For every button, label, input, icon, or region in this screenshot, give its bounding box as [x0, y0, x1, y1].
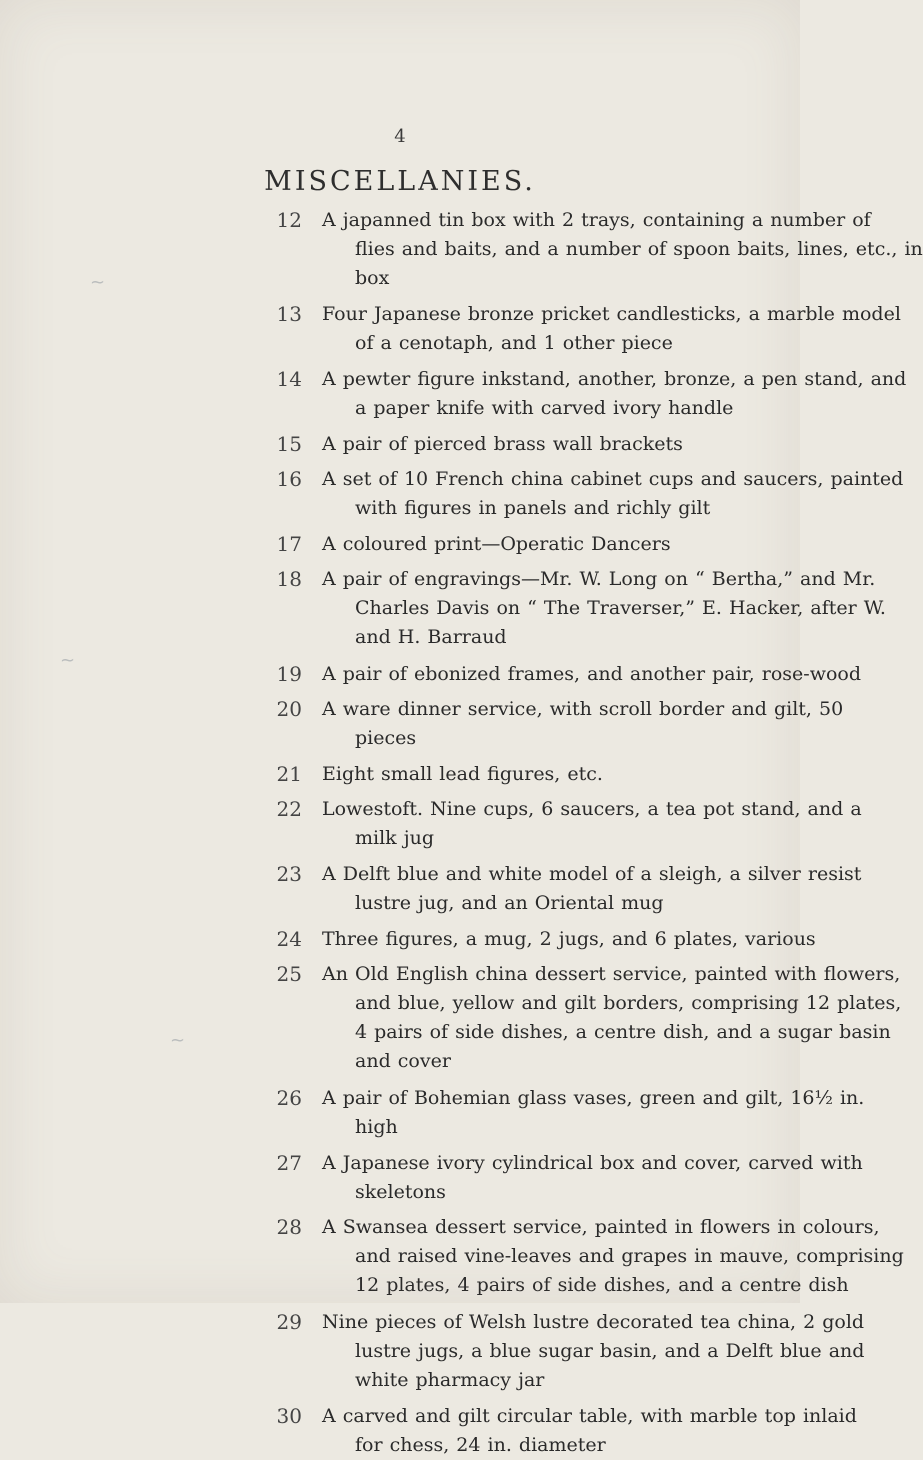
description-line: and H. Barraud	[355, 626, 507, 649]
description-line: Four Japanese bronze pricket candlesticks, a marble model	[322, 303, 901, 326]
lot-description	[322, 695, 844, 753]
lot-description	[322, 925, 816, 954]
lot-number: 29	[276, 1309, 302, 1334]
lot-number: 24	[276, 926, 302, 951]
lot-number: 18	[276, 567, 302, 592]
description-line: with figures in panels and richly gilt	[355, 497, 711, 520]
lot-number: 20	[276, 697, 302, 721]
page-number: 4	[394, 126, 406, 147]
lot-description	[322, 795, 862, 853]
description-line: and cover	[355, 1050, 451, 1073]
description-line: A pair of Bohemian glass vases, green and gilt, 16½ in.	[322, 1086, 865, 1109]
lot-description	[322, 660, 861, 689]
description-line: Nine pieces of Welsh lustre decorated tea china, 2 gold	[322, 1310, 865, 1333]
description-line: An Old English china dessert service, painted with flowers,	[322, 963, 901, 986]
description-line: pieces	[355, 727, 417, 749]
description-line: and blue, yellow and gilt borders, comprising 12 plates,	[355, 992, 902, 1015]
lot-number: 28	[276, 1215, 302, 1240]
lot-description	[322, 1149, 863, 1207]
lot-number: 17	[276, 532, 302, 556]
lot-number: 16	[276, 467, 302, 492]
lot-number: 27	[276, 1150, 302, 1175]
lot-description	[322, 1402, 857, 1460]
description-line: A pair of engravings—Mr. W. Long on “ Bertha,” and Mr.	[322, 568, 876, 591]
lot-number: 13	[276, 302, 302, 327]
description-line: milk jug	[355, 827, 435, 850]
description-line: A Swansea dessert service, painted in flowers in colours,	[322, 1216, 880, 1239]
lot-description	[322, 565, 886, 652]
description-line: a paper knife with carved ivory handle	[355, 397, 734, 419]
lot-description	[322, 365, 907, 423]
description-line: A Japanese ivory cylindrical box and cover, carved with	[322, 1151, 863, 1174]
description-line: Charles Davis on “ The Traverser,” E. Hacker, after W.	[355, 597, 886, 620]
lot-number: 30	[276, 1403, 302, 1428]
lot-description	[322, 1213, 904, 1300]
description-line: A japanned tin box with 2 trays, containing a number of	[322, 209, 871, 231]
description-line: box	[355, 267, 390, 289]
description-line: Three figures, a mug, 2 jugs, and 6 plates, various	[322, 927, 816, 950]
description-line: of a cenotaph, and 1 other piece	[355, 332, 673, 355]
description-line: lustre jug, and an Oriental mug	[355, 892, 664, 914]
lot-number: 14	[276, 367, 302, 391]
description-line: and raised vine-leaves and grapes in mauve, comprising	[355, 1245, 904, 1268]
description-line: A pair of pierced brass wall brackets	[322, 432, 683, 455]
description-line: skeletons	[355, 1180, 446, 1203]
description-line: Eight small lead figures, etc.	[322, 762, 603, 785]
lot-number: 25	[276, 962, 302, 987]
lot-description	[322, 300, 901, 358]
section-title: MISCELLANIES.	[264, 166, 536, 197]
description-line: white pharmacy jar	[355, 1368, 545, 1391]
pencil-mark: ~	[90, 272, 106, 293]
lot-number: 23	[276, 862, 302, 886]
lot-description	[322, 206, 923, 293]
description-line: Lowestoft. Nine cups, 6 saucers, a tea pot stand, and a	[322, 798, 862, 821]
lot-number: 19	[276, 661, 302, 686]
lot-number: 12	[276, 208, 302, 232]
description-line: flies and baits, and a number of spoon baits, lines, etc., in	[355, 238, 923, 260]
description-line: 12 plates, 4 pairs of side dishes, and a centre dish	[355, 1274, 849, 1297]
lot-description	[322, 465, 904, 523]
lot-description	[322, 530, 770, 559]
description-line: 4 pairs of side dishes, a centre dish, and a sugar basin	[355, 1021, 891, 1044]
lot-number: 21	[276, 761, 302, 786]
lot-description	[322, 760, 770, 789]
description-line: A set of 10 French china cabinet cups and saucers, painted	[322, 468, 904, 491]
description-line: A Delft blue and white model of a sleigh, a silver resist	[322, 863, 862, 885]
lot-number: 22	[276, 797, 302, 822]
description-line: A pewter figure inkstand, another, bronze, a pen stand, and	[322, 368, 907, 390]
lot-description	[322, 1084, 865, 1142]
description-line: A carved and gilt circular table, with marble top inlaid	[322, 1404, 857, 1427]
description-line: A pair of ebonized frames, and another pair, rose-wood	[322, 662, 861, 685]
lot-number: 15	[276, 431, 302, 456]
pencil-mark: ~	[60, 650, 76, 671]
lot-description	[322, 430, 770, 459]
pencil-mark: ~	[170, 1030, 186, 1051]
description-line: A coloured print—Operatic Dancers	[322, 533, 671, 555]
description-line: high	[355, 1115, 398, 1138]
description-line: for chess, 24 in. diameter	[355, 1433, 606, 1456]
description-line: A ware dinner service, with scroll border and gilt, 50	[322, 698, 844, 720]
lot-number: 26	[276, 1085, 302, 1110]
lot-description	[322, 860, 862, 918]
lot-description	[322, 1308, 865, 1395]
description-line: lustre jugs, a blue sugar basin, and a Delft blue and	[355, 1339, 865, 1362]
lot-description	[322, 960, 902, 1076]
